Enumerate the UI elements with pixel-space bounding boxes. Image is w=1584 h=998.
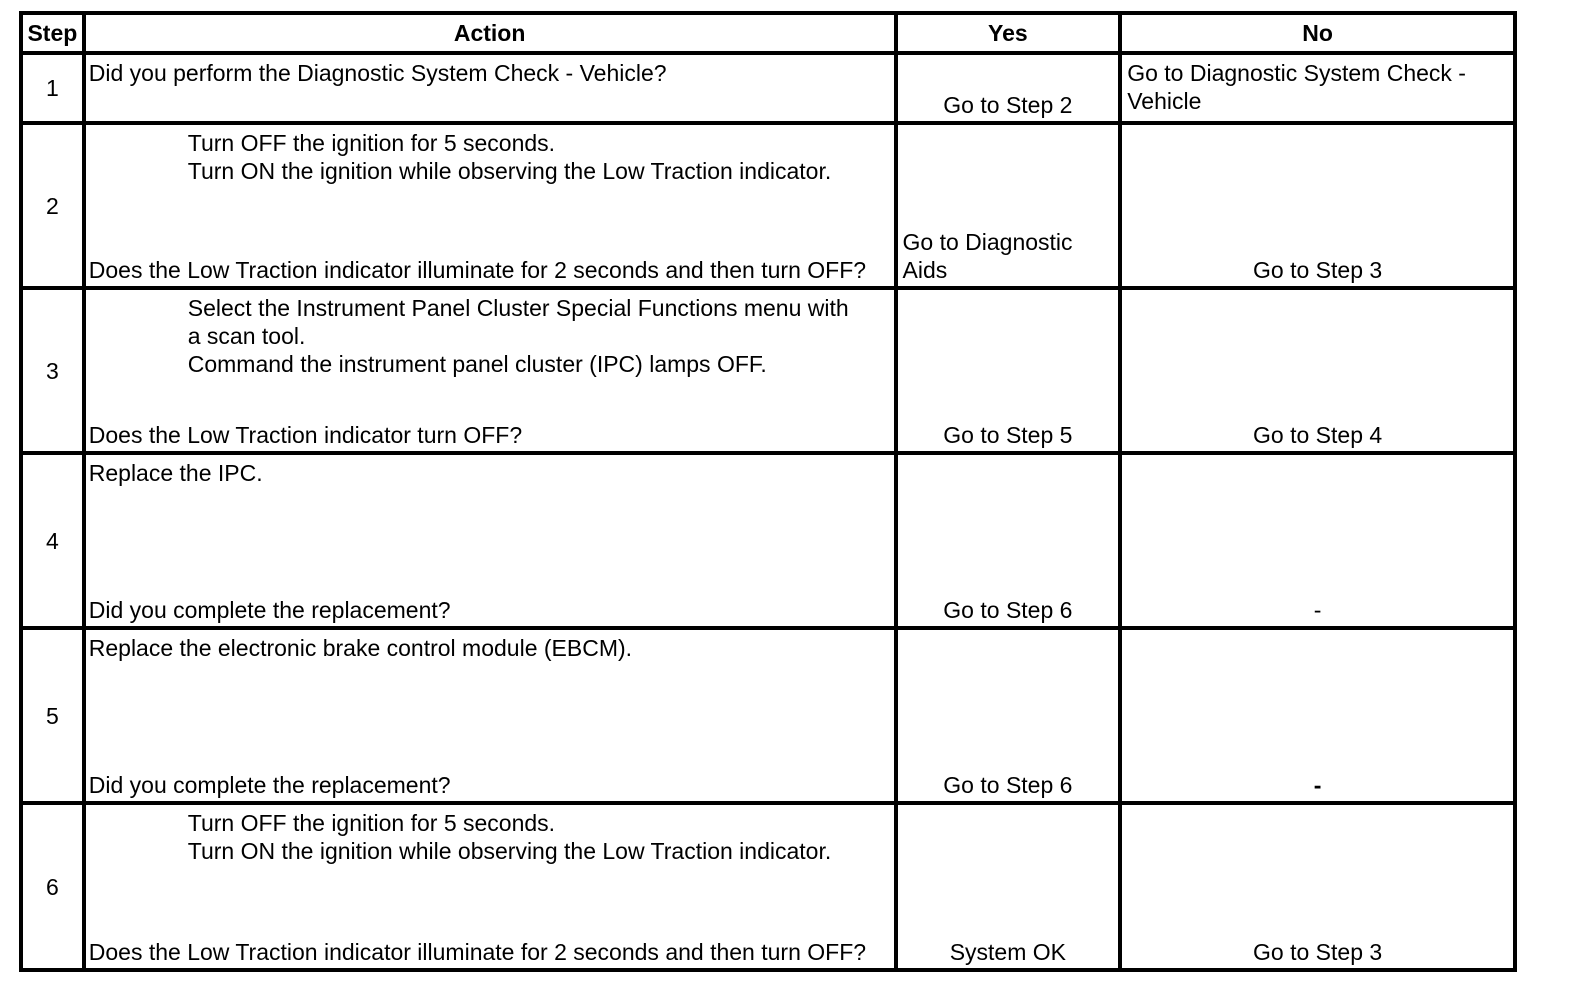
no-text: Go to Step 3 xyxy=(1253,257,1383,283)
action-cell xyxy=(84,123,896,288)
step-number: 6 xyxy=(21,803,84,970)
action-line: Replace the IPC. xyxy=(88,460,263,486)
header-yes: Yes xyxy=(896,13,1121,53)
action-cell xyxy=(84,453,896,628)
yes-text: Go to Step 6 xyxy=(943,772,1073,798)
action-question: Did you complete the replacement? xyxy=(88,772,451,798)
yes-cell xyxy=(896,288,1121,453)
no-cell xyxy=(1120,288,1515,453)
action-line: Command the instrument panel cluster (IPC) lamps OFF. xyxy=(187,351,767,377)
action-cell xyxy=(84,628,896,803)
no-cell xyxy=(1120,453,1515,628)
no-cell xyxy=(1120,803,1515,970)
table-row xyxy=(21,803,1515,970)
action-line: Turn OFF the ignition for 5 seconds. xyxy=(187,810,556,836)
step-number: 5 xyxy=(21,628,84,803)
header-action: Action xyxy=(84,13,896,53)
yes-cell xyxy=(896,123,1121,288)
diagnostic-table xyxy=(19,11,1517,972)
no-cell xyxy=(1120,53,1515,123)
table-row xyxy=(21,53,1515,123)
step-number: 2 xyxy=(21,123,84,288)
no-text: Go to Diagnostic System Check - Vehicle xyxy=(1127,60,1466,114)
action-text xyxy=(188,129,890,185)
action-line: Turn ON the ignition while observing the Low Traction indicator. xyxy=(187,838,832,864)
no-text: Go to Step 4 xyxy=(1253,422,1383,448)
header-no: No xyxy=(1120,13,1515,53)
step-number: 1 xyxy=(21,53,84,123)
table-row xyxy=(21,628,1515,803)
action-line: Select the Instrument Panel Cluster Special Functions menu with a scan tool. xyxy=(187,295,849,349)
action-question: Does the Low Traction indicator illuminate for 2 seconds and then turn OFF? xyxy=(88,257,867,283)
action-question: Does the Low Traction indicator illuminate for 2 seconds and then turn OFF? xyxy=(88,939,867,965)
action-text xyxy=(89,59,890,87)
action-text xyxy=(188,809,890,865)
yes-cell xyxy=(896,453,1121,628)
no-text: Go to Step 3 xyxy=(1253,939,1383,965)
action-text xyxy=(89,634,890,662)
table-row xyxy=(21,453,1515,628)
no-cell xyxy=(1120,628,1515,803)
no-text: - xyxy=(1313,772,1322,798)
header-step: Step xyxy=(21,13,84,53)
yes-text: Go to Step 2 xyxy=(943,92,1073,118)
step-number: 3 xyxy=(21,288,84,453)
action-text xyxy=(188,294,854,378)
yes-cell xyxy=(896,628,1121,803)
action-line: Replace the electronic brake control module (EBCM). xyxy=(88,635,633,661)
action-question: Did you complete the replacement? xyxy=(88,597,451,623)
yes-cell xyxy=(896,803,1121,970)
action-line: Did you perform the Diagnostic System Check - Vehicle? xyxy=(88,60,667,86)
no-cell xyxy=(1120,123,1515,288)
table-row xyxy=(21,288,1515,453)
no-text: - xyxy=(1313,597,1322,623)
action-question: Does the Low Traction indicator turn OFF? xyxy=(88,422,523,448)
yes-text: Go to Step 6 xyxy=(943,597,1073,623)
action-line: Turn OFF the ignition for 5 seconds. xyxy=(187,130,556,156)
yes-text: Go to Step 5 xyxy=(943,422,1073,448)
yes-text: Go to Diagnostic Aids xyxy=(902,229,1073,283)
action-cell xyxy=(84,803,896,970)
header-row xyxy=(21,13,1515,53)
table-row xyxy=(21,123,1515,288)
action-line: Turn ON the ignition while observing the Low Traction indicator. xyxy=(187,158,832,184)
step-number: 4 xyxy=(21,453,84,628)
action-cell xyxy=(84,53,896,123)
yes-text: System OK xyxy=(949,939,1067,965)
action-text xyxy=(89,459,890,487)
yes-cell xyxy=(896,53,1121,123)
action-cell xyxy=(84,288,896,453)
